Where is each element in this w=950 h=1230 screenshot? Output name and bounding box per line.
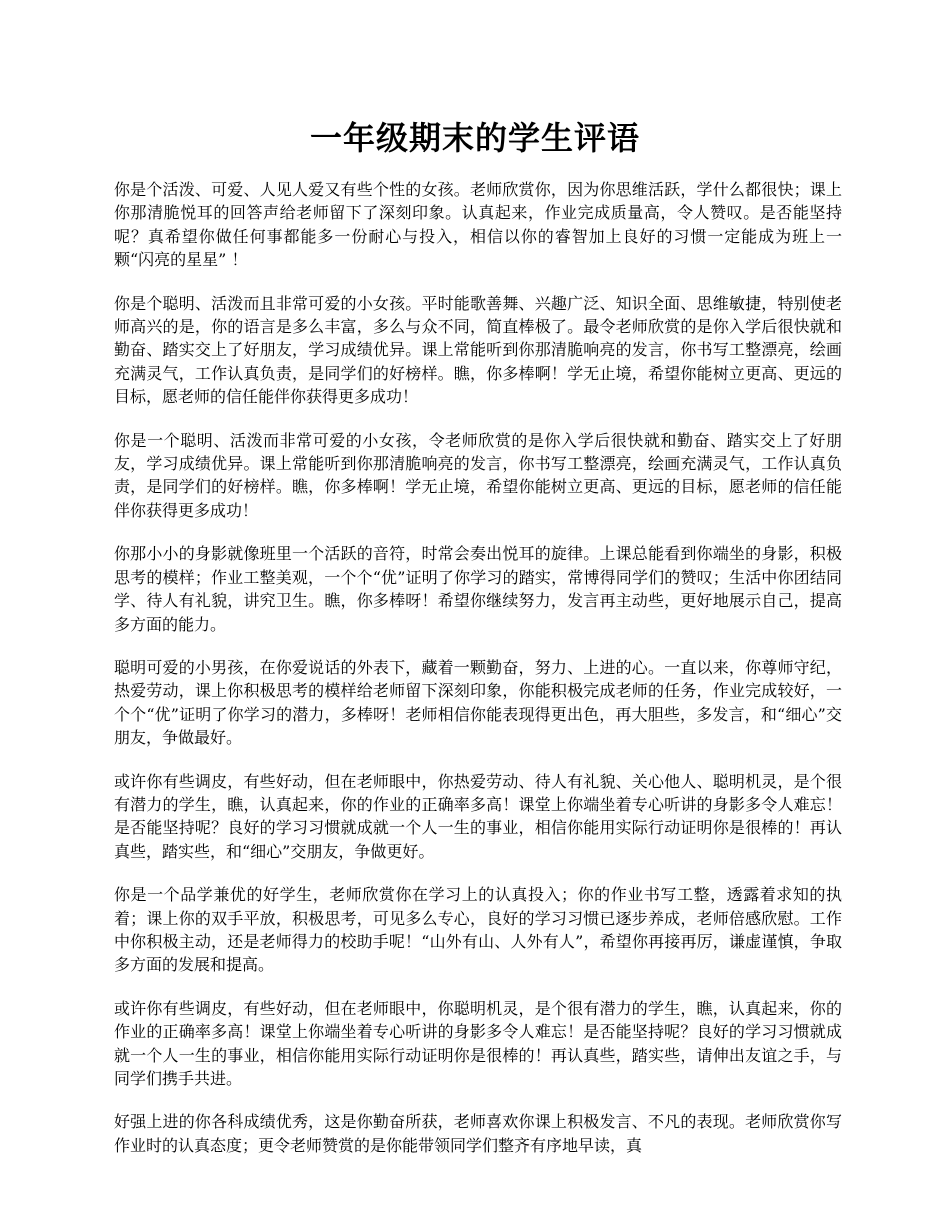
comment-paragraph-4: 你那小小的身影就像班里一个活跃的音符，时常会奏出悦耳的旋律。上课总能看到你端坐的身影，积极思考的模样；作业工整美观，一个个“优”证明了你学习的踏实，常博得同学们的赞叹；生活中你团结同学、待人有礼貌，讲究卫生。瞧，你多棒呀！希望你继续努力，发言再主动些，更好地展示自己，提高多方面的能力。 bbox=[114, 544, 842, 634]
comment-paragraph-6: 或许你有些调皮，有些好动，但在老师眼中，你热爱劳动、待人有礼貌、关心他人、聪明机灵，是个很有潜力的学生，瞧，认真起来，你的作业的正确率多高！课堂上你端坐着专心听讲的身影多令人难忘！是否能坚持呢？良好的学习习惯就成就一个人一生的事业，相信你能用实际行动证明你是很棒的！再认真些，踏实些，和“细心”交朋友，争做更好。 bbox=[114, 771, 842, 861]
comment-paragraph-9: 好强上进的你各科成绩优秀，这是你勤奋所获，老师喜欢你课上积极发言、不凡的表现。老师欣赏你写作业时的认真态度；更令老师赞赏的是你能带领同学们整齐有序地早读，真 bbox=[114, 1112, 842, 1155]
comment-paragraph-7: 你是一个品学兼优的好学生，老师欣赏你在学习上的认真投入；你的作业书写工整，透露着求知的执着；课上你的双手平放，积极思考，可见多么专心，良好的学习习惯已逐步养成，老师倍感欣慰。工作中你积极主动，还是老师得力的校助手呢！“山外有山、人外有人”，希望你再接再厉，谦虚谨慎，争取多方面的发展和提高。 bbox=[114, 885, 842, 975]
comment-paragraph-2: 你是个聪明、活泼而且非常可爱的小女孩。平时能歌善舞、兴趣广泛、知识全面、思维敏捷，特别使老师高兴的是，你的语言是多么丰富，多么与众不同，简直棒极了。最令老师欣赏的是你入学后很快就和勤奋、踏实交上了好朋友，学习成绩优异。课上常能听到你那清脆响亮的发言，你书写工整漂亮，绘画充满灵气，工作认真负责，是同学们的好榜样。瞧，你多棒啊！学无止境，希望你能树立更高、更远的目标，愿老师的信任能伴你获得更多成功！ bbox=[114, 293, 842, 407]
document-body bbox=[114, 178, 842, 1177]
page-title: 一年级期末的学生评语 bbox=[309, 119, 640, 157]
comment-paragraph-8: 或许你有些调皮，有些好动，但在老师眼中，你聪明机灵，是个很有潜力的学生，瞧，认真起来，你的作业的正确率多高！课堂上你端坐着专心听讲的身影多令人难忘！是否能坚持呢？良好的学习习惯就成就一个人一生的事业，相信你能用实际行动证明你是很棒的！再认真些，踏实些，请伸出友谊之手，与同学们携手共进。 bbox=[114, 998, 842, 1088]
comment-paragraph-5: 聪明可爱的小男孩，在你爱说话的外表下，藏着一颗勤奋，努力、上进的心。一直以来，你尊师守纪，热爱劳动，课上你积极思考的模样给老师留下深刻印象，你能积极完成老师的任务，作业完成较好，一个个“优”证明了你学习的潜力，多棒呀！老师相信你能表现得更出色，再大胆些，多发言，和“细心”交朋友，争做最好。 bbox=[114, 657, 842, 748]
comment-paragraph-1: 你是个活泼、可爱、人见人爱又有些个性的女孩。老师欣赏你，因为你思维活跃，学什么都很快；课上你那清脆悦耳的回答声给老师留下了深刻印象。认真起来，作业完成质量高，令人赞叹。是否能坚持呢？真希望你做任何事都能多一份耐心与投入，相信以你的睿智加上良好的习惯一定能成为班上一颗“闪亮的星星” ！ bbox=[114, 180, 842, 270]
comment-paragraph-3: 你是一个聪明、活泼而非常可爱的小女孩，令老师欣赏的是你入学后很快就和勤奋、踏实交上了好朋友，学习成绩优异。课上常能听到你那清脆响亮的发言，你书写工整漂亮，绘画充满灵气，工作认真负责，是同学们的好榜样。瞧，你多棒啊！学无止境，希望你能树立更高、更远的目标，愿老师的信任能伴你获得更多成功！ bbox=[114, 430, 842, 520]
